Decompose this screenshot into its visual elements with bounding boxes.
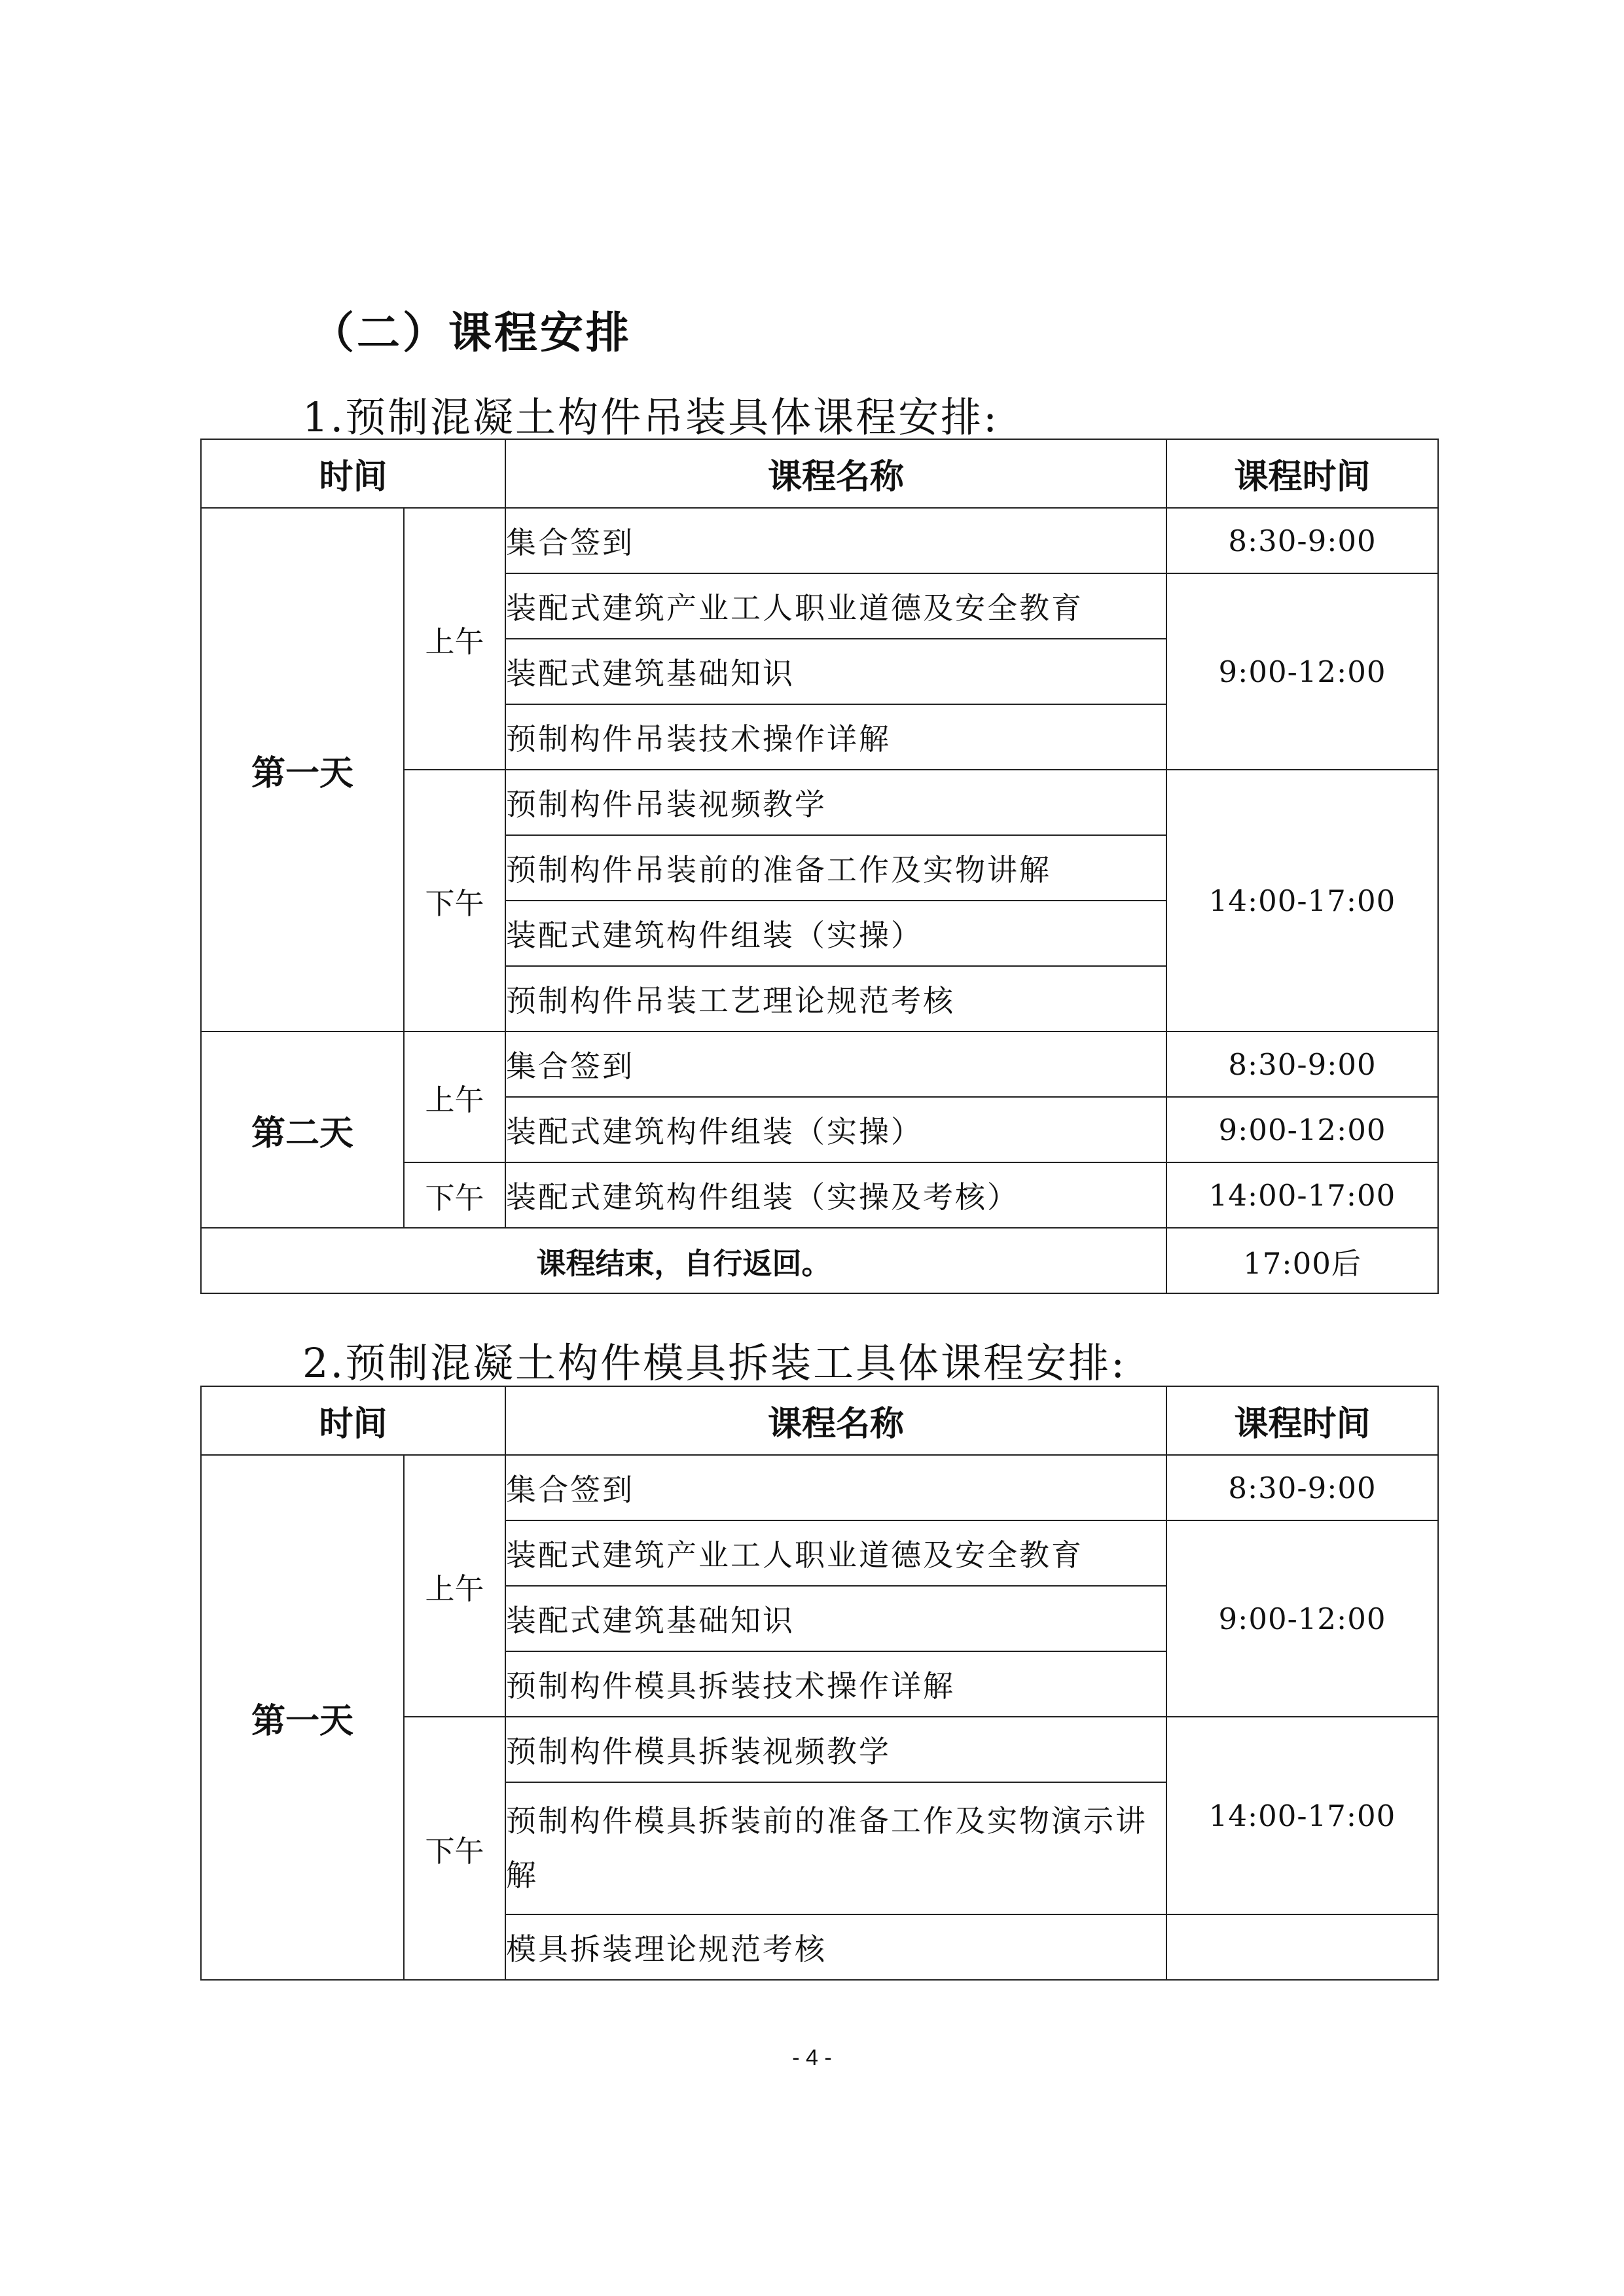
header-course: 课程名称 bbox=[505, 439, 1166, 508]
time-cell: 9:00-12:00 bbox=[1166, 1097, 1438, 1162]
time-cell: 9:00-12:00 bbox=[1166, 573, 1438, 770]
course-cell: 预制构件模具拆装技术操作详解 bbox=[505, 1651, 1166, 1717]
day-label: 第一天 bbox=[201, 1455, 404, 1980]
time-cell bbox=[1166, 1914, 1438, 1980]
course-cell: 装配式建筑基础知识 bbox=[505, 1586, 1166, 1651]
time-cell: 8:30-9:00 bbox=[1166, 508, 1438, 573]
course-cell: 预制构件吊装视频教学 bbox=[505, 770, 1166, 835]
time-cell: 8:30-9:00 bbox=[1166, 1455, 1438, 1520]
header-course: 课程名称 bbox=[505, 1386, 1166, 1455]
course-cell: 集合签到 bbox=[505, 508, 1166, 573]
table-header-row bbox=[201, 1386, 1438, 1455]
schedule-table-1 bbox=[200, 439, 1439, 1294]
time-cell: 14:00-17:00 bbox=[1166, 770, 1438, 1031]
course-cell: 集合签到 bbox=[505, 1031, 1166, 1097]
time-cell: 8:30-9:00 bbox=[1166, 1031, 1438, 1097]
course-cell: 装配式建筑构件组装（实操及考核） bbox=[505, 1162, 1166, 1228]
course-cell: 装配式建筑构件组装（实操） bbox=[505, 901, 1166, 966]
period-morning: 上午 bbox=[404, 1455, 505, 1717]
course-cell: 预制构件吊装技术操作详解 bbox=[505, 704, 1166, 770]
header-time: 时间 bbox=[201, 439, 505, 508]
table2-title: 2.预制混凝土构件模具拆装工具体课程安排: bbox=[302, 1339, 1127, 1387]
section-heading: （二）课程安排 bbox=[311, 308, 632, 358]
table-end-row bbox=[201, 1228, 1438, 1293]
time-cell: 9:00-12:00 bbox=[1166, 1520, 1438, 1717]
table-row bbox=[201, 1031, 1438, 1097]
table-row bbox=[201, 1455, 1438, 1520]
table1-title: 1.预制混凝土构件吊装具体课程安排: bbox=[302, 393, 1000, 441]
page-number: - 4 - bbox=[792, 2045, 832, 2070]
table-header-row bbox=[201, 439, 1438, 508]
course-cell: 预制构件模具拆装视频教学 bbox=[505, 1717, 1166, 1782]
end-label: 课程结束，自行返回。 bbox=[201, 1228, 1166, 1293]
time-cell: 14:00-17:00 bbox=[1166, 1717, 1438, 1914]
table-row bbox=[201, 508, 1438, 573]
course-cell: 装配式建筑构件组装（实操） bbox=[505, 1097, 1166, 1162]
time-cell: 14:00-17:00 bbox=[1166, 1162, 1438, 1228]
day-label: 第二天 bbox=[201, 1031, 404, 1228]
course-cell: 预制构件模具拆装前的准备工作及实物演示讲解 bbox=[505, 1782, 1166, 1914]
schedule-table-2 bbox=[200, 1386, 1439, 1981]
course-cell: 集合签到 bbox=[505, 1455, 1166, 1520]
period-morning: 上午 bbox=[404, 1031, 505, 1162]
period-afternoon: 下午 bbox=[404, 770, 505, 1031]
header-time: 时间 bbox=[201, 1386, 505, 1455]
course-cell: 模具拆装理论规范考核 bbox=[505, 1914, 1166, 1980]
day-label: 第一天 bbox=[201, 508, 404, 1031]
course-cell: 预制构件吊装工艺理论规范考核 bbox=[505, 966, 1166, 1031]
end-time: 17:00后 bbox=[1166, 1228, 1438, 1293]
header-course-time: 课程时间 bbox=[1166, 439, 1438, 508]
period-afternoon: 下午 bbox=[404, 1717, 505, 1980]
period-afternoon: 下午 bbox=[404, 1162, 505, 1228]
course-cell: 装配式建筑产业工人职业道德及安全教育 bbox=[505, 1520, 1166, 1586]
course-cell: 装配式建筑产业工人职业道德及安全教育 bbox=[505, 573, 1166, 639]
course-cell: 预制构件吊装前的准备工作及实物讲解 bbox=[505, 835, 1166, 901]
period-morning: 上午 bbox=[404, 508, 505, 770]
course-cell: 装配式建筑基础知识 bbox=[505, 639, 1166, 704]
header-course-time: 课程时间 bbox=[1166, 1386, 1438, 1455]
